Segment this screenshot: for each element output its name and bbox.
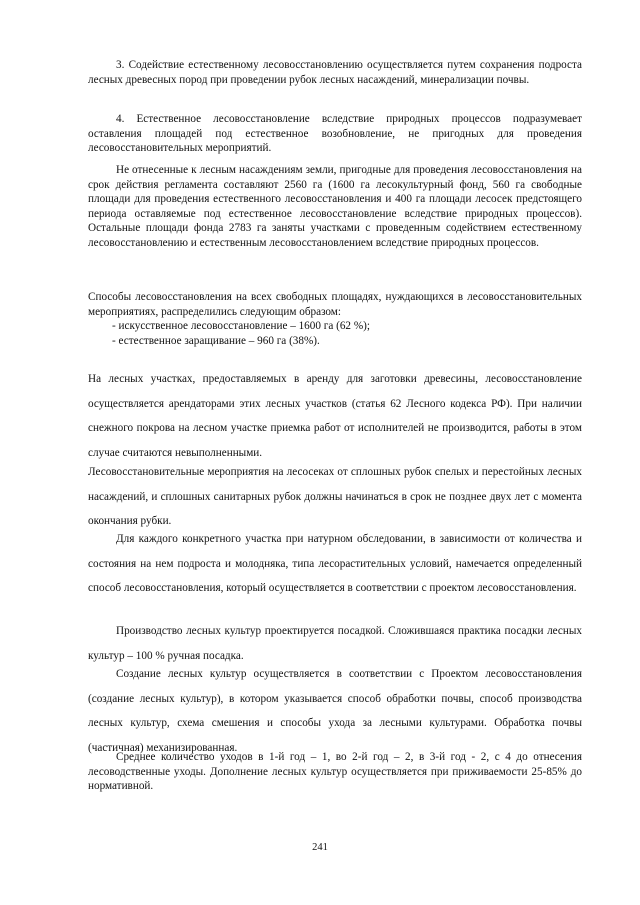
paragraph-9: Создание лесных культур осуществляется в соответствии с Проектом лесовосстановления (создание лесных культур), в котором указывается способ обработки почвы, способ производства лесных культур, схема смешения и способы ухода за лесными культурами. Обработка почвы (частичная) механизированная. (88, 668, 582, 754)
paragraph-4: Способы лесовосстановления на всех свободных площадях, нуждающихся в лесовосстановительных мероприятиях, распределились следующим образом: (88, 291, 582, 318)
paragraph-6: Лесовосстановительные мероприятия на лесосеках от сплошных рубок спелых и перестойных лесных насаждений, и сплошных санитарных рубок должны начинаться в срок не позднее двух лет с момента окончания рубки. (88, 466, 582, 527)
methods-block (88, 290, 582, 348)
list-item: - искусственное лесовосстановление – 1600 га (62 %); (112, 320, 370, 332)
paragraph-8: Производство лесных культур проектируется посадкой. Сложившаяся практика посадки лесных культур – 100 % ручная посадка. (88, 625, 582, 662)
paragraph-2: 4. Естественное лесовосстановление вследствие природных процессов подразумевает оставления площадей под естественное возобновление, не пригодных для проведения лесовосстановительных мероприятий. (88, 113, 582, 154)
paragraph-5: На лесных участках, предоставляемых в аренду для заготовки древесины, лесовосстановление осуществляется арендаторами этих лесных участков (статья 62 Лесного кодекса РФ). При наличии снежного покрова на лесном участке приемка работ от исполнителей не производится, работы в этом случае считаются невыполненными. (88, 373, 582, 459)
paragraph-7: Для каждого конкретного участка при натурном обследовании, в зависимости от количества и состояния на нем подроста и молодняка, типа лесорастительных условий, намечается определенный способ лесовосстановления, который осуществляется в соответствии с проектом лесовосстановления. (88, 533, 582, 594)
page-number: 241 (312, 842, 328, 853)
paragraph-1: 3. Содействие естественному лесовосстановлению осуществляется путем сохранения подроста лесных древесных пород при проведении рубок лесных насаждений, минерализации почвы. (88, 59, 582, 86)
paragraph-3: Не отнесенные к лесным насаждениям земли, пригодные для проведения лесовосстановления на срок действия регламента составляют 2560 га (1600 га лесокультурный фонд, 560 га свободные площади для проведения естественного лесовосстановления и 400 га площади лесосек предстоящего периода оставляемые под естественное лесовосстановление вследствие природных процессов). Остальные площади фонда 2783 га заняты участками с проведенным содействием естественному лесовосстановлению и естественным лесовосстановлением вследствие природных процессов. (88, 164, 582, 249)
paragraph-10: Среднее количество уходов в 1-й год – 1, во 2-й год – 2, в 3-й год - 2, с 4 до отнесения лесоводственные уходы. Дополнение лесных культур осуществляется при приживаемости 25-85% до нормативной. (88, 751, 582, 792)
list-item: - естественное заращивание – 960 га (38%). (112, 334, 320, 347)
